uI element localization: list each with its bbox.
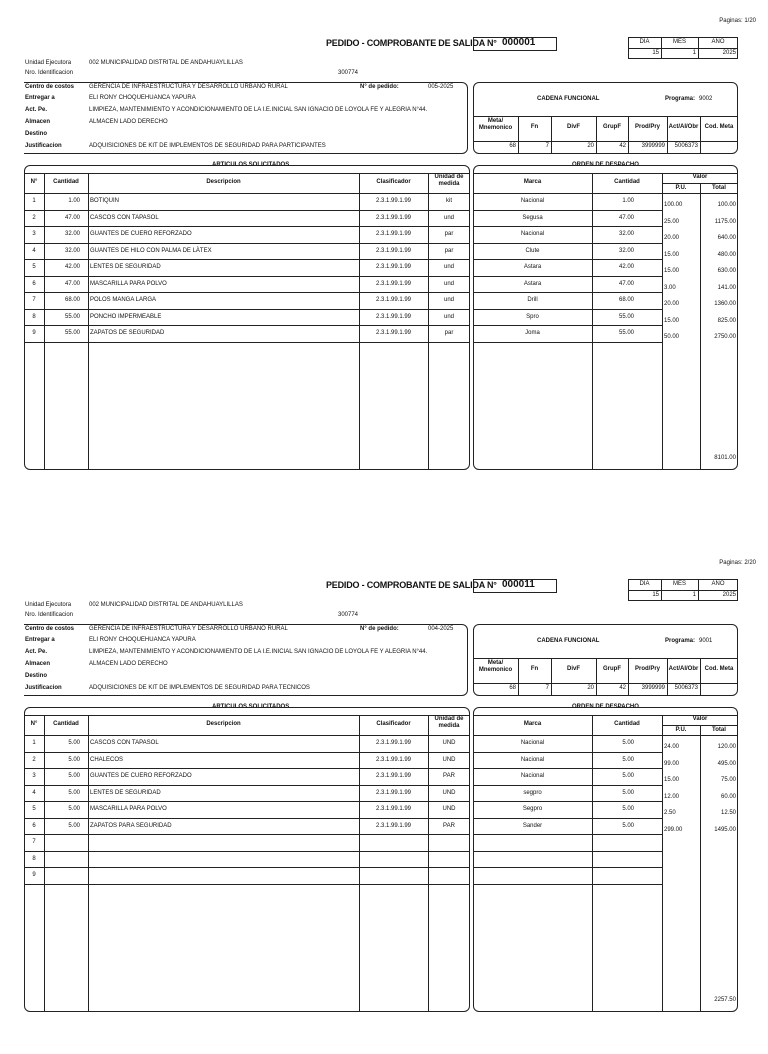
cadena-header: Meta/ Mnemonico [478,660,513,673]
cell-n: 6 [32,280,36,287]
cell-clasificador: 2.3.1.99.1.99 [375,773,412,779]
programa-value: 9001 [699,638,713,644]
col-header-pu: P.U. [675,185,687,191]
col-header-cantidad2: Cantidad [614,721,640,727]
date-label-ano: AÑO [711,581,725,587]
col-header-n: N° [30,721,38,727]
cadena-header: Act/AI/Obr [668,124,699,130]
cadena-header: Cod. Meta [704,124,734,130]
col-header-descripcion: Descripcion [206,721,241,727]
cell-total: 480.00 [717,251,736,258]
cell-clasificador: 2.3.1.99.1.99 [375,806,412,812]
cadena-value: 5006373 [674,685,698,691]
cell-descripcion: ZAPATOS PARA SEGURIDAD [90,822,172,829]
cell-marca: segpro [523,789,542,796]
almacen-label: Almacen [25,119,51,125]
cell-marca: Nacional [520,756,545,763]
cell-total: 100.00 [717,202,736,208]
cell-unidad: UND [442,806,456,812]
cell-pu: 100.00 [664,202,683,208]
cell-unidad: PAR [443,773,455,779]
cell-cantidad: 5.00 [68,822,80,829]
programa-value: 9002 [699,96,713,102]
cell-cantidad: 32.00 [64,231,80,237]
justif-value: ADQUISICIONES DE KIT DE IMPLEMENTOS DE SEGURIDAD PARA PARTICIPANTES [89,143,326,149]
centro-value: GERENCIA DE INFRAESTRUCTURA Y DESARROLLO URBANO RURAL [89,626,288,632]
cadena-header: Prod/Pry [634,666,660,672]
cell-cantidad2: 5.00 [622,806,634,812]
cell-clasificador: 2.3.1.99.1.99 [375,789,412,796]
cell-unidad: UND [442,756,456,763]
justif-value: ADQUISICIONES DE KIT DE IMPLEMENTOS DE SEGURIDAD PARA TECNICOS [89,685,310,691]
cell-marca: Clute [525,247,540,254]
date-label-dia: DIA [639,581,650,587]
cell-unidad: UND [442,740,456,746]
cell-unidad: und [443,313,454,320]
cell-n: 3 [32,231,36,237]
cell-cantidad2: 32.00 [618,247,634,254]
cell-clasificador: 2.3.1.99.1.99 [375,198,412,204]
date-label-dia: DIA [639,39,650,45]
cell-descripcion: POLOS MANGA LARGA [90,297,157,303]
cell-n: 3 [32,773,36,779]
cell-marca: Astara [523,280,542,287]
nro-label: Nro. Identificacion [25,612,74,618]
cell-n: 5 [32,264,36,270]
cell-n: 1 [32,198,36,204]
cadena-value: 7 [545,143,549,149]
cell-clasificador: 2.3.1.99.1.99 [375,313,412,320]
cell-total: 12.50 [720,810,736,816]
centro-label: Centro de costos [25,626,75,632]
cadena-value: 7 [545,685,549,691]
cell-n: 8 [32,313,36,320]
cell-n: 1 [32,740,36,746]
cell-cantidad2: 47.00 [618,280,634,287]
cell-cantidad: 55.00 [64,330,80,336]
centro-label: Centro de costos [25,84,75,90]
date-value-dia: 15 [652,592,659,598]
cell-clasificador: 2.3.1.99.1.99 [375,247,412,254]
col-header-marca: Marca [523,179,542,185]
cell-descripcion: CASCOS CON TAPASOL [90,214,159,221]
cell-cantidad: 5.00 [68,756,80,763]
page-2 [0,542,768,1054]
cell-unidad: und [443,297,454,303]
cell-n: 9 [32,872,36,878]
cell-cantidad2: 1.00 [622,198,634,204]
cell-total: 141.00 [717,284,736,291]
cell-cantidad: 55.00 [64,313,80,320]
cadena-value: 3999999 [641,685,665,691]
cadena-value: 3999999 [641,143,665,149]
col-header-cantidad: Cantidad [53,721,79,727]
entregar-value: ELI RONY CHOQUEHUANCA YAPURA [89,95,196,101]
cell-n: 4 [32,247,36,254]
pedido-value: 004-2025 [428,626,454,632]
cell-n: 7 [32,839,36,845]
cell-cantidad2: 47.00 [618,214,634,221]
cadena-header: Fn [530,666,539,672]
page-1 [0,0,768,512]
cell-pu: 15.00 [664,251,680,258]
cell-descripcion: GUANTES DE CUERO REFORZADO [90,773,192,779]
date-value-dia: 15 [652,50,659,56]
nro-label: Nro. Identificacion [25,70,74,76]
cell-pu: 15.00 [664,317,680,324]
cell-marca: Nacional [520,773,545,779]
cell-n: 5 [32,806,36,812]
cell-marca: Nacional [520,198,545,204]
date-label-ano: AÑO [711,39,725,45]
cell-pu: 15.00 [664,777,680,783]
cadena-header: DivF [566,666,580,672]
cell-n: 2 [32,756,36,763]
cell-descripcion: MASCARILLA PARA POLVO [90,280,167,287]
cell-cantidad2: 42.00 [618,264,634,270]
cell-marca: Joma [525,330,540,336]
cell-descripcion: MASCARILLA PARA POLVO [90,806,167,812]
cell-descripcion: CHALECOS [90,756,124,763]
cadena-value: 42 [619,685,626,691]
col-header-clasificador: Clasificador [376,721,411,727]
unidad-label: Unidad Ejecutora [25,602,72,608]
cadena-header: Act/AI/Obr [668,666,699,672]
cell-cantidad: 1.00 [68,198,80,204]
cell-descripcion: LENTES DE SEGURIDAD [90,789,161,796]
cell-total: 1175.00 [714,218,736,225]
actpe-value: LIMPIEZA, MANTENIMIENTO Y ACONDICIONAMIENTO DE LA I.E.INICIAL SAN IGNACIO DE LOYOLA FE Y ALEGRIA N°44. [89,649,428,655]
date-label-mes: MES [672,581,686,587]
cadena-label: CADENA FUNCIONAL [537,638,600,644]
cadena-header: Cod. Meta [704,666,734,672]
cadena-value: 5006373 [674,143,698,149]
cell-total: 1495.00 [714,826,736,833]
articulos-label: ARTICULOS SOLICITADOS [212,704,290,710]
cell-descripcion: ZAPATOS DE SEGURIDAD [90,330,165,336]
cell-unidad: UND [442,789,456,796]
cell-clasificador: 2.3.1.99.1.99 [375,214,412,221]
unidad-label: Unidad Ejecutora [25,60,72,66]
col-header-descripcion: Descripcion [206,179,241,185]
cadena-header: Prod/Pry [634,124,660,130]
cell-n: 4 [32,789,36,796]
cell-pu: 2.50 [664,810,676,816]
entregar-label: Entregar a [25,95,55,101]
col-header-total: Total [712,727,726,733]
document-title: PEDIDO - COMPROBANTE DE SALIDA N° [326,38,497,48]
cell-unidad: und [443,280,454,287]
cell-cantidad: 5.00 [68,806,80,812]
cell-pu: 15.00 [664,268,680,274]
document-number-box [473,37,557,51]
col-header-n: N° [30,179,38,185]
grand-total: 2257.50 [714,997,736,1003]
col-header-valor: Valor [692,174,708,180]
col-header-pu: P.U. [675,727,687,733]
cell-marca: Sander [522,822,543,829]
cell-descripcion: BOTIQUIN [90,198,120,204]
cell-cantidad: 47.00 [64,280,80,287]
cell-marca: Nacional [520,231,545,237]
almacen-label: Almacen [25,661,51,667]
cell-pu: 299.00 [664,826,683,833]
cell-clasificador: 2.3.1.99.1.99 [375,280,412,287]
document-number-box [473,579,557,593]
cell-clasificador: 2.3.1.99.1.99 [375,822,412,829]
document-title: PEDIDO - COMPROBANTE DE SALIDA N° [326,580,497,590]
cell-cantidad: 42.00 [64,264,80,270]
cell-pu: 99.00 [664,760,680,767]
cell-n: 2 [32,214,36,221]
cadena-header: Fn [530,124,539,130]
cell-cantidad2: 55.00 [618,313,634,320]
cell-cantidad: 5.00 [68,789,80,796]
pedido-value: 005-2025 [428,84,454,90]
destino-label: Destino [25,131,48,137]
cell-total: 60.00 [720,793,736,800]
justif-label: Justificacion [25,143,62,149]
cell-descripcion: GUANTES DE HILO CON PALMA DE LÀTEX [90,247,212,254]
cell-cantidad2: 5.00 [622,756,634,763]
cell-cantidad: 5.00 [68,740,80,746]
centro-value: GERENCIA DE INFRAESTRUCTURA Y DESARROLLO URBANO RURAL [89,84,288,90]
cell-clasificador: 2.3.1.99.1.99 [375,740,412,746]
grand-total: 8101.00 [714,455,736,461]
cell-cantidad: 5.00 [68,773,80,779]
cell-total: 75.00 [720,777,736,783]
nro-value: 300774 [338,70,359,76]
nro-value: 300774 [338,612,359,618]
cell-unidad: kit [446,198,452,204]
cell-clasificador: 2.3.1.99.1.99 [375,264,412,270]
cell-descripcion: LENTES DE SEGURIDAD [90,264,161,270]
date-value-mes: 1 [692,592,696,598]
destino-label: Destino [25,673,48,679]
articulos-label: ARTICULOS SOLICITADOS [212,162,290,168]
col-header-clasificador: Clasificador [376,179,411,185]
cell-unidad: und [443,264,454,270]
cell-descripcion: GUANTES DE CUERO REFORZADO [90,231,192,237]
cadena-value: 68 [509,685,516,691]
cadena-value: 68 [509,143,516,149]
cell-cantidad2: 68.00 [618,297,634,303]
cell-total: 640.00 [717,235,736,241]
date-value-ano: 2025 [722,50,736,56]
almacen-value: ALMACEN LADO DERECHO [89,119,168,125]
cadena-header: DivF [566,124,580,130]
cell-marca: Segpro [522,806,543,812]
col-header-marca: Marca [523,721,542,727]
cell-clasificador: 2.3.1.99.1.99 [375,330,412,336]
pagination: Paginas: 1/20 [719,18,756,24]
actpe-value: LIMPIEZA, MANTENIMIENTO Y ACONDICIONAMIENTO DE LA I.E.INICIAL SAN IGNACIO DE LOYOLA FE Y ALEGRIA N°44. [89,107,428,113]
cell-total: 825.00 [717,317,736,324]
cell-pu: 12.00 [664,793,680,800]
entregar-value: ELI RONY CHOQUEHUANCA YAPURA [89,637,196,643]
cell-unidad: par [444,247,454,254]
cell-n: 7 [32,297,36,303]
cell-cantidad2: 32.00 [618,231,634,237]
cell-pu: 24.00 [664,744,680,750]
col-header-valor: Valor [692,716,708,722]
document-number: 000011 [502,579,535,590]
cell-total: 495.00 [717,760,736,767]
cell-marca: Nacional [520,740,545,746]
cell-clasificador: 2.3.1.99.1.99 [375,297,412,303]
cell-total: 120.00 [717,744,736,750]
cell-marca: Spro [526,313,539,320]
cell-total: 2750.00 [714,334,736,340]
programa-label: Programa: [665,638,696,644]
col-header-unidad: Unidad de medida [434,174,464,187]
articulos-frame [24,707,470,1012]
document-number: 000001 [502,37,536,48]
unidad-value: 002 MUNICIPALIDAD DISTRITAL DE ANDAHUAYLILLAS [89,60,243,66]
cell-cantidad2: 5.00 [622,822,634,829]
cadena-value: 42 [619,143,626,149]
actpe-label: Act. Pe. [25,107,48,113]
cell-cantidad: 32.00 [64,247,80,254]
cell-cantidad2: 55.00 [618,330,634,336]
cell-unidad: par [444,231,454,237]
cell-clasificador: 2.3.1.99.1.99 [375,231,412,237]
cell-pu: 20.00 [664,301,680,307]
cell-cantidad: 47.00 [64,214,80,221]
col-header-cantidad: Cantidad [53,179,79,185]
cell-pu: 3.00 [664,284,676,291]
cell-clasificador: 2.3.1.99.1.99 [375,756,412,763]
entregar-label: Entregar a [25,637,55,643]
orden-frame [473,707,738,1012]
date-label-mes: MES [672,39,686,45]
date-value-mes: 1 [692,50,696,56]
cell-marca: Drill [527,297,538,303]
cadena-header: GrupF [603,666,621,672]
col-header-total: Total [712,185,726,191]
cell-unidad: par [444,330,454,336]
cadena-header: GrupF [603,124,621,130]
cadena-value: 20 [587,685,594,691]
orden-label: ORDEN DE DESPACHO [572,162,639,168]
cell-total: 630.00 [717,268,736,274]
cell-descripcion: CASCOS CON TAPASOL [90,740,159,746]
cell-n: 9 [32,330,36,336]
cell-marca: Astara [523,264,542,270]
pedido-label: N° de pedido: [360,84,399,90]
justif-label: Justificacion [25,685,62,691]
col-header-cantidad2: Cantidad [614,179,640,185]
cell-cantidad2: 5.00 [622,773,634,779]
cell-cantidad2: 5.00 [622,789,634,796]
cell-pu: 25.00 [664,218,680,225]
cell-n: 8 [32,855,36,862]
actpe-label: Act. Pe. [25,649,48,655]
orden-label: ORDEN DE DESPACHO [572,704,639,710]
unidad-value: 002 MUNICIPALIDAD DISTRITAL DE ANDAHUAYLILLAS [89,602,243,608]
cell-cantidad: 68.00 [64,297,80,303]
cell-pu: 20.00 [664,235,680,241]
cell-unidad: und [443,214,454,221]
cell-unidad: PAR [443,822,455,829]
pagination: Paginas: 2/20 [719,560,756,566]
cadena-header: Meta/ Mnemonico [478,118,513,131]
almacen-value: ALMACEN LADO DERECHO [89,661,168,667]
date-value-ano: 2025 [722,592,736,598]
cadena-label: CADENA FUNCIONAL [537,96,600,102]
programa-label: Programa: [665,96,696,102]
cell-cantidad2: 5.00 [622,740,634,746]
cadena-value: 20 [587,143,594,149]
col-header-unidad: Unidad de medida [434,716,464,729]
cell-pu: 50.00 [664,334,680,340]
cell-descripcion: PONCHO IMPERMEABLE [90,313,162,320]
cell-marca: Segusa [522,214,543,221]
pedido-label: N° de pedido: [360,626,399,632]
cell-n: 6 [32,822,36,829]
cell-total: 1360.00 [714,301,736,307]
